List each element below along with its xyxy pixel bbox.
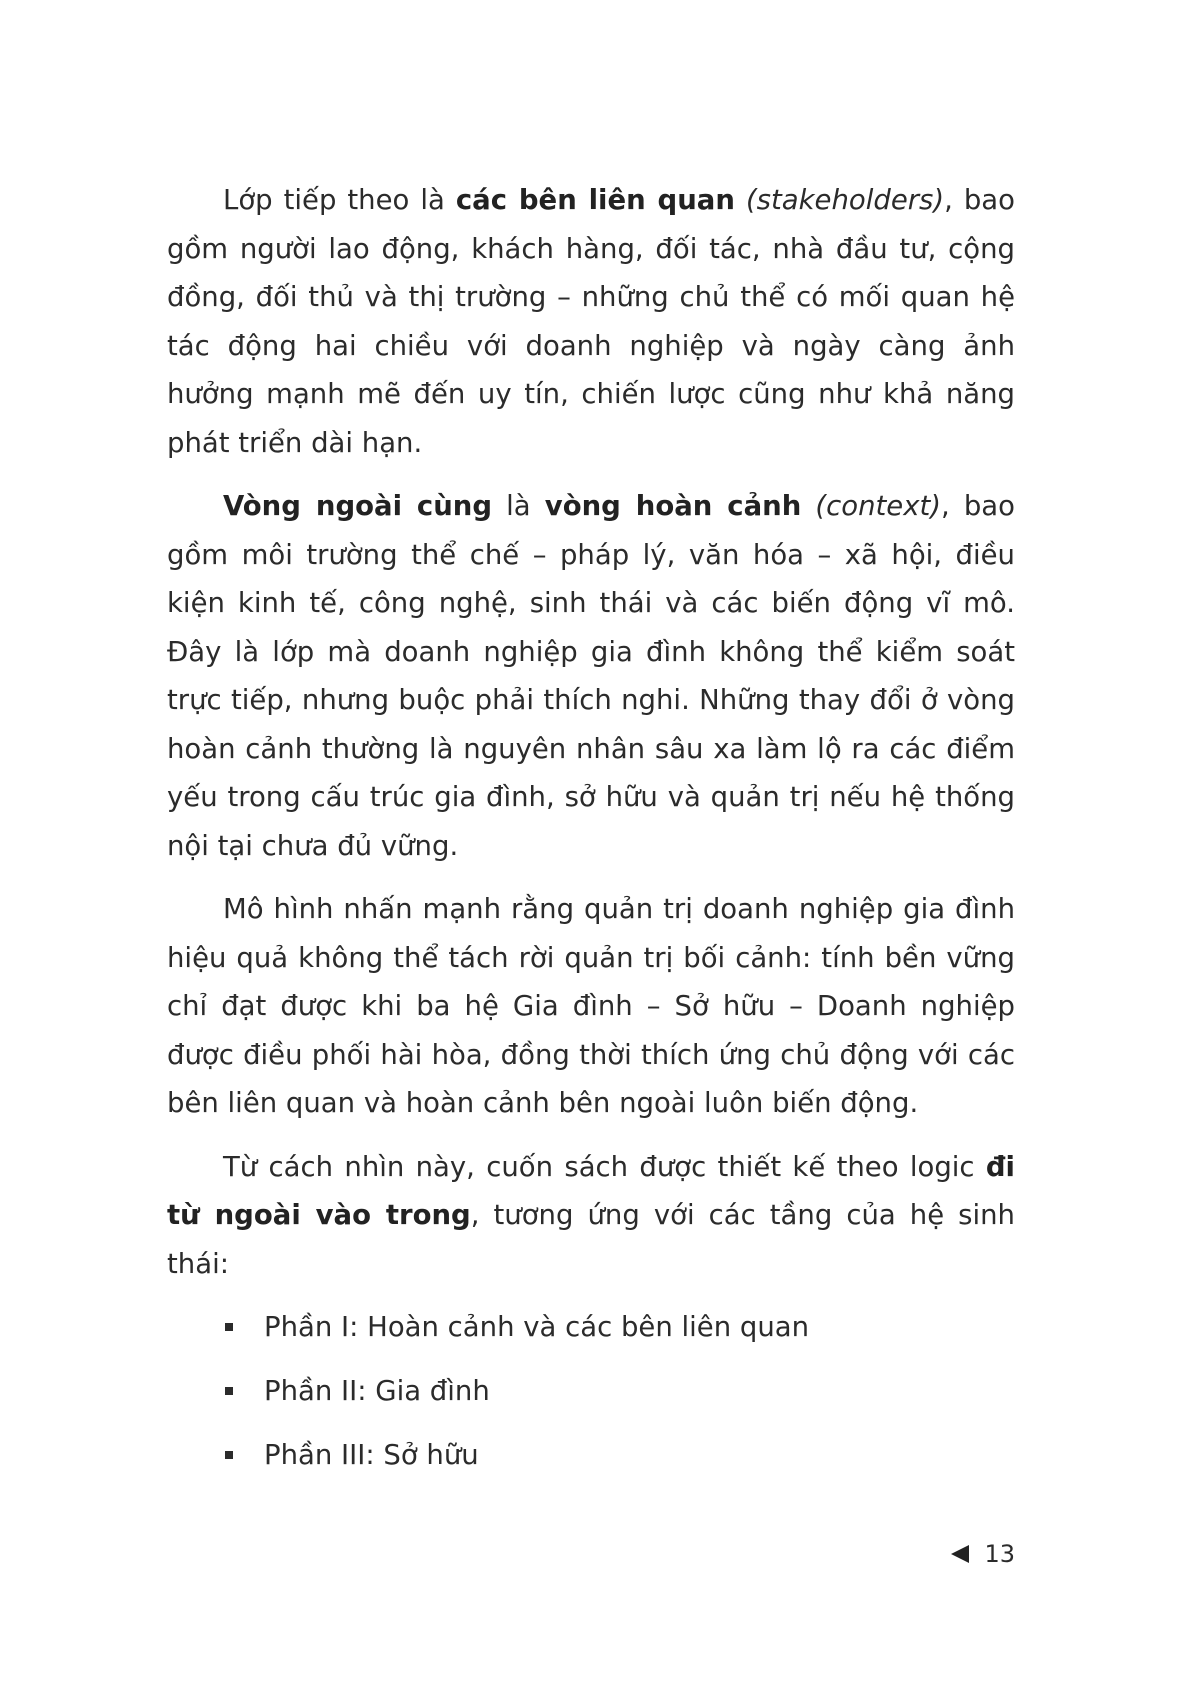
emphasis-bold: vòng hoàn cảnh: [544, 490, 802, 522]
emphasis-italic: (stakeholders): [745, 184, 945, 216]
paragraph: [167, 1143, 1015, 1289]
list-item: [167, 1431, 1015, 1479]
page-footer: [950, 1540, 1015, 1568]
paragraph: [167, 885, 1015, 1128]
page-number: 13: [984, 1540, 1015, 1568]
text-run: Lớp tiếp theo là: [223, 184, 456, 216]
text-run: , tương ứng với các tầng của hệ sinh thái:: [167, 1199, 1015, 1280]
body-text: [167, 176, 1015, 1288]
square-bullet-icon: [225, 1451, 233, 1459]
square-bullet-icon: [225, 1387, 233, 1395]
paragraph: [167, 176, 1015, 467]
page-body: [167, 176, 1015, 1495]
emphasis-bold: Vòng ngoài cùng: [223, 490, 493, 522]
triangle-left-icon: [950, 1544, 970, 1564]
emphasis-bold: các bên liên quan: [455, 184, 735, 216]
text-run: [735, 184, 746, 216]
text-run: Mô hình nhấn mạnh rằng quản trị doanh nghiệp gia đình hiệu quả không thể tách rời quản trị bối cảnh: tính bền vững chỉ đạt được khi ba hệ Gia đình – Sở hữu – Doanh nghiệp được điều phối hài hòa, đồng thời thích ứng chủ động với các bên liên quan và hoàn cảnh bên ngoài luôn biến động.: [167, 893, 1015, 1119]
list-item-label: Phần I: Hoàn cảnh và các bên liên quan: [264, 1311, 810, 1343]
list-item-label: Phần III: Sở hữu: [264, 1439, 479, 1471]
emphasis-bold: đi từ ngoài vào trong: [167, 1150, 1015, 1231]
text-run: , bao gồm người lao động, khách hàng, đối tác, nhà đầu tư, cộng đồng, đối thủ và thị trường – những chủ thể có mối quan hệ tác động hai chiều với doanh nghiệp và ngày càng ảnh hưởng mạnh mẽ đến uy tín, chiến lược cũng như khả năng phát triển dài hạn.: [167, 184, 1015, 459]
text-run: Từ cách nhìn này, cuốn sách được thiết kế theo logic: [223, 1150, 986, 1183]
paragraph: [167, 482, 1015, 870]
list-item: [167, 1303, 1015, 1351]
emphasis-italic: (context): [815, 490, 942, 522]
list-item-label: Phần II: Gia đình: [264, 1375, 490, 1407]
list-item: [167, 1367, 1015, 1415]
text-run: [801, 490, 815, 522]
text-run: là: [492, 490, 545, 522]
section-list: [167, 1303, 1015, 1479]
square-bullet-icon: [225, 1323, 233, 1331]
text-run: , bao gồm môi trường thể chế – pháp lý, văn hóa – xã hội, điều kiện kinh tế, công nghệ, sinh thái và các biến động vĩ mô. Đây là lớp mà doanh nghiệp gia đình không thể kiểm soát trực tiếp, nhưng buộc phải thích nghi. Những thay đổi ở vòng hoàn cảnh thường là nguyên nhân sâu xa làm lộ ra các điểm yếu trong cấu trúc gia đình, sở hữu và quản trị nếu hệ thống nội tại chưa đủ vững.: [167, 490, 1015, 862]
